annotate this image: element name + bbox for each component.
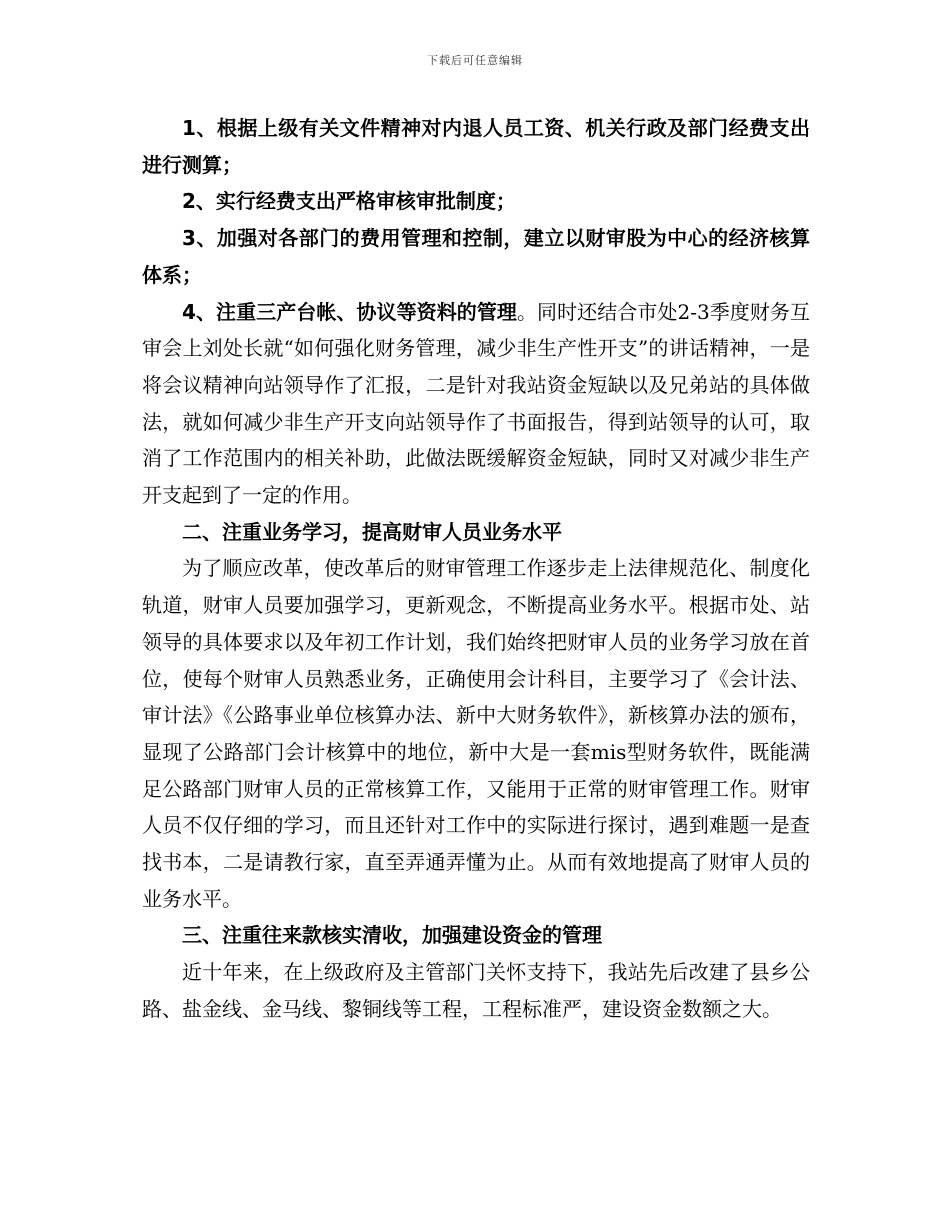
list-item-2: 2、实行经费支出严格审核审批制度； [182, 189, 516, 214]
list-item-4 [142, 294, 810, 514]
section-3-paragraph: 近十年来，在上级政府及主管部门关怀支持下，我站先后改建了县乡公路、盐金线、金马线、黎铜线等工程，工程标准严，建设资金数额之大。 [142, 960, 810, 1021]
list-item-4-lead: 4、注重三产台帐、协议等资料的管理 [182, 299, 517, 324]
document-body [142, 110, 810, 1028]
section-2-paragraph: 为了顺应改革，使改革后的财审管理工作逐步走上法律规范化、制度化轨道，财审人员要加强学习，更新观念，不断提高业务水平。根据市处、站领导的具体要求以及年初工作计划，我们始终把财审人员的业务学习放在首位，使每个财审人员熟悉业务，正确使用会计科目，主要学习了《会计法、审计法》《公路事业单位核算办法、新中大财务软件》，新核算办法的颁布，显现了公路部门会计核算中的地位，新中大是一套mis型财务软件，既能满足公路部门财审人员的正常核算工作，又能用于正常的财审管理工作。财审人员不仅仔细的学习，而且还针对工作中的实际进行探讨，遇到难题一是查找书本，二是请教行家，直至弄通弄懂为止。从而有效地提高了财审人员的业务水平。 [142, 556, 810, 911]
section-2-heading: 二、注重业务学习，提高财审人员业务水平 [182, 519, 562, 544]
list-item-3: 3、加强对各部门的费用管理和控制，建立以财审股为中心的经济核算体系； [142, 226, 810, 287]
list-item-4-text: 。同时还结合市处2-3季度财务互审会上刘处长就“如何强化财务管理，减少非生产性开支”的讲话精神，一是将会议精神向站领导作了汇报，二是针对我站资金短缺以及兄弟站的具体做法，就如何减少非生产开支向站领导作了书面报告，得到站领导的认可，取消了工作范围内的相关补助，此做法既缓解资金短缺，同时又对减少非生产开支起到了一定的作用。 [142, 299, 810, 508]
section-3-heading: 三、注重往来款核实清收，加强建设资金的管理 [182, 923, 602, 948]
list-item-1: 1、根据上级有关文件精神对内退人员工资、机关行政及部门经费支出进行测算； [142, 116, 810, 177]
header-note: 下载后可任意编辑 [427, 54, 523, 67]
